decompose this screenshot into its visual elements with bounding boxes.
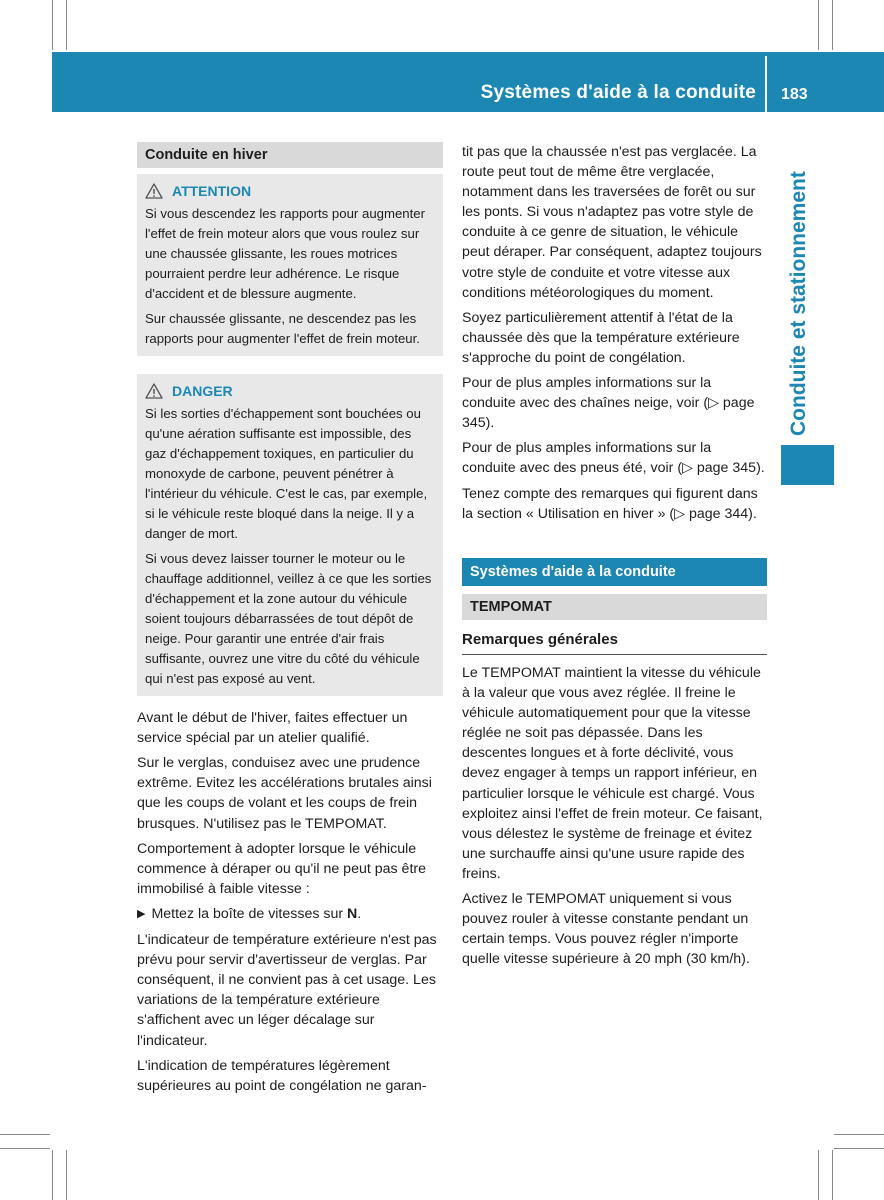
body-paragraph: Sur le verglas, conduisez avec une prudence extrême. Evitez les accélérations brutales ainsi que les coups de volant et les coups de frein brusques. N'utilisez pas le TEMPOMAT. — [137, 755, 432, 832]
body-paragraph: Activez le TEMPOMAT uniquement si vous pouvez rouler à vitesse constante pendant un certain temps. Vous pouvez régler n'importe quelle vitesse supérieure à 20 mph (30 km/h). — [462, 891, 750, 968]
right-column — [462, 142, 767, 974]
crop-mark — [834, 1134, 884, 1135]
attention-heading — [145, 181, 435, 201]
subsection-heading: TEMPOMAT — [462, 594, 767, 620]
warning-triangle-icon — [145, 383, 163, 399]
danger-label: DANGER — [172, 383, 233, 400]
body-paragraph: Pour de plus amples informations sur la conduite avec des chaînes neige, voir (▷ page 345). — [462, 375, 755, 432]
danger-box — [137, 374, 443, 696]
body-paragraph: Avant le début de l'hiver, faites effectuer un service spécial par un atelier qualifié. — [137, 710, 408, 747]
danger-text: Si vous devez laisser tourner le moteur ou le chauffage additionnel, veillez à ce que les sorties d'échappement et la zone autour du véhicule soient toujours débarrassées de tout dépôt de neige. Pour garantir une entrée d'air frais suffisante, ouvrez une vitre du côté du véhicule qui n'est pas exposé au vent. — [145, 551, 432, 687]
crop-mark — [832, 1150, 833, 1200]
danger-text: Si les sorties d'échappement sont bouchées ou qu'une aération suffisante est impossible, des gaz d'échappement toxiques, en particulier du monoxyde de carbone, peuvent pénétrer à l'intérieur du véhicule. C'est le cas, par exemple, si le véhicule reste bloqué dans la neige. Il y a danger de mort. — [145, 406, 428, 542]
warning-triangle-icon — [145, 183, 163, 199]
attention-box — [137, 174, 443, 356]
body-paragraph: L'indicateur de température extérieure n'est pas prévu pour servir d'avertisseur de verglas. Par conséquent, il ne convient pas à cet usage. Les variations de la température extérieure s'affichent avec un léger décalage sur l'indicateur. — [137, 932, 437, 1049]
crop-mark — [818, 1150, 819, 1200]
left-column — [137, 142, 443, 1101]
crop-mark — [66, 1150, 67, 1200]
danger-heading — [145, 381, 435, 401]
body-paragraph: Tenez compte des remarques qui figurent dans la section « Utilisation en hiver » (▷ page 344). — [462, 485, 758, 522]
crop-mark — [0, 1148, 50, 1149]
action-step — [137, 904, 443, 924]
crop-mark — [52, 1150, 53, 1200]
crop-mark — [0, 1134, 50, 1135]
crop-mark — [834, 1148, 884, 1149]
arrow-right-icon: ▶ — [137, 907, 146, 920]
crop-mark — [66, 0, 67, 50]
subheading: Remarques générales — [462, 630, 767, 655]
attention-text: Sur chaussée glissante, ne descendez pas les rapports pour augmenter l'effet de frein moteur. — [145, 311, 420, 347]
body-paragraph: Soyez particulièrement attentif à l'état de la chaussée dès que la température extérieure s'approche du point de congélation. — [462, 309, 740, 366]
page-title: Systèmes d'aide à la conduite — [480, 82, 756, 103]
body-paragraph: tit pas que la chaussée n'est pas verglacée. La route peut tout de même être verglacée, notamment dans les traversées de forêt ou sur les ponts. Si vous n'adaptez pas votre style de conduite à ce genre de situation, le véhicule peut déraper. Par conséquent, adaptez toujours votre style de conduite et votre vitesse aux conditions météorologiques du moment. — [462, 144, 762, 301]
crop-mark — [52, 0, 53, 50]
crop-mark — [818, 0, 819, 50]
body-paragraph: L'indication de températures légèrement supérieures au point de congélation ne garan- — [137, 1057, 427, 1094]
side-tab-marker — [781, 445, 834, 485]
side-tab-label: Conduite et stationnement — [787, 171, 810, 436]
body-paragraph: Pour de plus amples informations sur la conduite avec des pneus été, voir (▷ page 345). — [462, 440, 765, 477]
header-bar — [52, 52, 884, 112]
action-step-text: Mettez la boîte de vitesses sur N. — [151, 905, 362, 922]
attention-label: ATTENTION — [172, 183, 252, 200]
attention-text: Si vous descendez les rapports pour augmenter l'effet de frein moteur alors que vous roulez sur une chaussée glissante, les roues motrices pourraient perdre leur adhérence. Le risque d'accident et de blessure augmente. — [145, 206, 426, 302]
page-number: 183 — [781, 86, 808, 103]
crop-mark — [832, 0, 833, 50]
header-divider — [765, 56, 767, 112]
body-paragraph: Le TEMPOMAT maintient la vitesse du véhicule à la valeur que vous avez réglée. Il freine le véhicule automatiquement pour que la vitesse réglée ne soit pas dépassée. Dans les descentes longues et à forte déclivité, vous devez engager à temps un rapport inférieur, en particulier lorsque le véhicule est chargé. Vous exploitez ainsi l'effet de frein moteur. Ce faisant, vous délestez le système de freinage et évitez une surchauffe ainsi qu'une usure rapide des freins. — [462, 664, 763, 882]
body-paragraph: Comportement à adopter lorsque le véhicule commence à déraper ou qu'il ne peut pas être immobilisé à faible vitesse : — [137, 840, 427, 897]
section-heading: Systèmes d'aide à la conduite — [462, 558, 767, 586]
section-title: Conduite en hiver — [137, 142, 443, 168]
